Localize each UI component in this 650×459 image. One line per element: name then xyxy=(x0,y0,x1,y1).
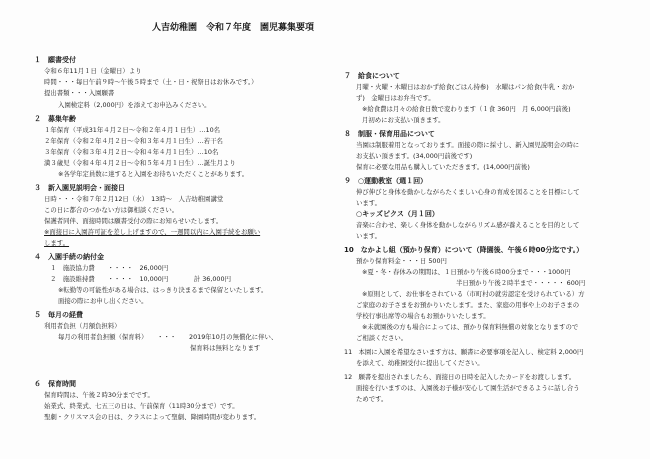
text-line-s10l4: ※原則として、お仕事をされている（市町村の就労認定を受けられている）方 xyxy=(362,290,585,298)
text-line-s4l2: ２ 施設維持費 ・・・・ 10,000円 計 36,000円 xyxy=(50,275,231,283)
section-heading-s9: ９ ○運動教室（週１回） xyxy=(344,177,428,185)
text-line-s10l3: 半日預かり午後２時半まで・・・・・ 600円 xyxy=(456,279,586,287)
text-line-s9l4: 音楽に合わせ、楽しく身体を動かしながらリズム感が養えることを目的として xyxy=(356,221,580,229)
text-line-s2l3: ３年保育（令和３年４月２日～令和４年４月１日生）…10名 xyxy=(44,148,219,156)
text-line-s9l2: います。 xyxy=(356,199,382,207)
text-line-s9l1: 伸び伸びと身体を動かしながらたくましい心身の育成を図ることを目標にして xyxy=(356,188,580,196)
text-line-s8l2: お支払い頂きます。(34,000円前後です) xyxy=(356,152,473,160)
section-heading-s8: ８ 制服・保育用品について xyxy=(344,130,435,138)
text-line-s7l2: ず) 金曜日はお弁当です。 xyxy=(356,94,435,102)
text-line-s7l4: 月初めにお支払い頂きます。 xyxy=(362,116,445,124)
text-line-s7l3: ※給食費は月々の給食日数で変わります（１食 360円 月 6,000円前後) xyxy=(362,105,571,113)
text-line-s2l4: 満３歳児（令和４年４月２日～令和５年４月１日生）…誕生月より xyxy=(44,159,236,167)
section-heading-s9l3: ○キッズピクス（月１回） xyxy=(356,210,439,218)
text-line-s9l5: います。 xyxy=(356,232,382,240)
text-line-s1l4: 入園検定料（2,000円）を添えてお申込みください。 xyxy=(58,101,211,109)
text-line-s3l2: この日に都合のつかない方は御相談ください。 xyxy=(44,206,179,214)
text-line-s2l5: ※各学年定員数に達すると入園をお待ちいただくことがあります。 xyxy=(58,170,249,178)
section-heading-s3: ３ 新入園児説明会・面接日 xyxy=(34,184,125,192)
section-heading-s4: ４ 入園手続の納付金 xyxy=(34,253,104,261)
text-line-s10l6: 学校行事出席等の場合もお預かりいたします。 xyxy=(356,312,490,320)
text-line-s6l3: 聖劇・クリスマス会の日は、クラスによって聖劇、降園時間が変わります。 xyxy=(44,413,261,421)
text-line-s2l1: １年保育（平成31年４月２日～令和２年４月１日生）…10名 xyxy=(44,126,221,134)
text-line-s4l1: １ 施設協力費 ・・・・ 26,000円 xyxy=(50,264,169,272)
text-line-s10l5: ご家庭のお子さまをお預かりいたします。また、家庭の用事や上のお子さまの xyxy=(356,301,580,309)
text-line-s1l1: 令和６年11月１日（金曜日）より xyxy=(44,67,142,75)
text-line-s3l3: 保護者同伴、面接時間は願書受付の際にお知らせいたします。 xyxy=(44,217,223,225)
text-line-s3l4: ※面接日に入園許可証を差し上げますので、一週間以内に入園手続をお願い xyxy=(44,228,261,236)
text-line-s8l3: 保育に必要な用品も購入していただきます。(14,000円前後) xyxy=(356,163,530,171)
text-line-s12l2: ためです。 xyxy=(356,395,388,403)
section-heading-s2: ２ 募集年齢 xyxy=(34,115,76,123)
section-heading-s7: ７ 給食について xyxy=(344,72,400,80)
text-line-s3l5: します。 xyxy=(44,239,70,247)
text-line-s12: 12 願書を提出されましたら、面接日の日時を記入したカードをお渡しします。 xyxy=(344,373,576,381)
text-line-s8l1: 当園は制服着用となっております。面接の際に採寸し、新入園児説明会の時に xyxy=(356,141,580,149)
text-line-s10l7: ※未就園後の方も場合によっては、預かり保育料無償の対象となりますので xyxy=(362,323,579,331)
section-heading-s10: 10 なかよし組（預かり保育）について（降園後、午後６時00分迄です。） xyxy=(344,246,584,254)
section-heading-s1: １ 願書受付 xyxy=(34,56,76,64)
text-line-s10l2: ※夏・冬・春休みの期間は、１日預かり午後６時00分まで・・・1000円 xyxy=(362,268,571,276)
text-line-s6l1: 保育時間は、午後２時30分までです。 xyxy=(44,391,154,399)
text-line-s2l2: ２年保育（令和２年４月２日～令和３年４月１日生）…若干名 xyxy=(44,137,223,145)
text-line-s4l3: ※転勤等の可能性がある場合は、はっきり決まるまで保留といたします。 xyxy=(58,286,268,294)
text-line-s10l8: ご相談ください。 xyxy=(356,334,408,342)
text-line-s5l1: 利用者負担（月額負担料） xyxy=(44,322,121,330)
section-heading-s5: ５ 毎月の経費 xyxy=(34,311,83,319)
text-line-s11l1: を添えて、幼稚園受付に提出してください。 xyxy=(356,359,484,367)
text-line-s6l2: 始業式、終業式、七五三の日は、午前保育（11時30分まで）です。 xyxy=(44,402,239,410)
text-line-s11: 11 本園に入園を希望なさいます方は、願書に必要事項を記入し、検定料 2,000円 xyxy=(344,348,584,356)
text-line-s7l1: 月曜・火曜・木曜日はおかず給食(ごはん持参) 水曜はパン給食(牛乳・おか xyxy=(356,83,575,91)
page-title: 人吉幼稚園 令和７年度 園児募集要項 xyxy=(152,23,315,33)
section-heading-s6: ６ 保育時間 xyxy=(34,380,76,388)
text-line-s10l1: 預かり保育料金・・・日 500円 xyxy=(356,257,447,265)
text-line-s4l4: 面接の際にお申し出ください。 xyxy=(58,297,148,305)
text-line-s5l3: 保育料は無料となります xyxy=(190,344,261,352)
text-line-s12l1: 面接を行いますのは、入園後お子様が安心して園生活ができるように話し合う xyxy=(356,384,580,392)
text-line-s1l3: 提出書類・・・入園願書 xyxy=(44,89,115,97)
text-line-s3l1: 日時・・・令和７年２月12日（水） 13時～ 人吉幼稚園講堂 xyxy=(44,195,224,203)
text-line-s5l2: 毎月の利用者負担額（保育料） ・・・ 2019年10月の無償化に伴い、 xyxy=(58,333,278,341)
text-line-s1l2: 時間・・・毎日午前９時～午後５時まで（土・日・祝祭日はお休みです。） xyxy=(44,78,258,86)
